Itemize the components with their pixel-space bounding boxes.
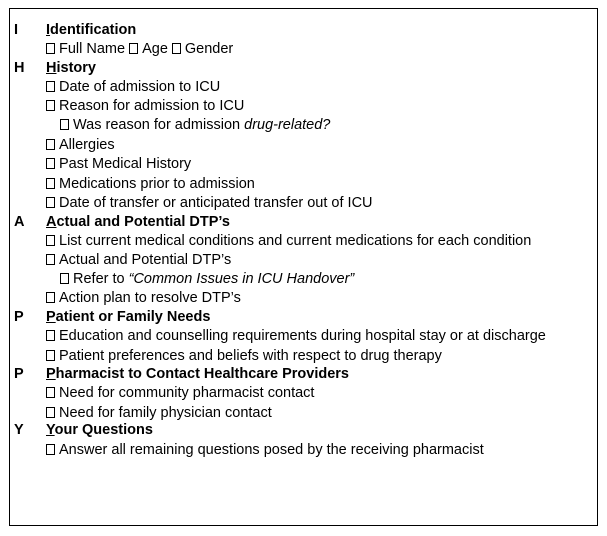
checkbox-icon — [60, 273, 69, 284]
list-item: Action plan to resolve DTP’s — [46, 289, 241, 308]
list-item: Actual and Potential DTP’s — [46, 251, 231, 270]
list-item: List current medical conditions and current medications for each condition — [46, 232, 531, 251]
section-title: Your Questions — [46, 422, 153, 438]
checkbox-icon — [46, 197, 55, 208]
list-item: Medications prior to admission — [46, 175, 255, 194]
checkbox-icon — [46, 254, 55, 265]
section-title: History — [46, 60, 96, 76]
list-item: Need for family physician contact — [46, 404, 272, 423]
list-item: Need for community pharmacist contact — [46, 384, 314, 403]
checkbox-icon — [46, 292, 55, 303]
list-item: Reason for admission to ICU — [46, 97, 244, 116]
section-letter: Y — [14, 422, 24, 438]
checkbox-icon — [46, 330, 55, 341]
section-title: Patient or Family Needs — [46, 309, 211, 325]
section-letter: A — [14, 214, 25, 230]
list-item: Education and counselling requirements during hospital stay or at discharge — [46, 327, 546, 346]
checkbox-icon — [172, 43, 181, 54]
checkbox-icon — [46, 100, 55, 111]
list-subitem: Was reason for admission drug-related? — [60, 116, 330, 135]
section-letter: P — [14, 309, 24, 325]
checkbox-icon — [129, 43, 138, 54]
checkbox-icon — [46, 387, 55, 398]
section-title: Pharmacist to Contact Healthcare Providers — [46, 366, 349, 382]
checkbox-icon — [46, 407, 55, 418]
list-item: Date of transfer or anticipated transfer out of ICU — [46, 194, 373, 213]
section-title: Actual and Potential DTP’s — [46, 214, 230, 230]
checkbox-icon — [46, 178, 55, 189]
checkbox-icon — [60, 119, 69, 130]
identification-fields: Full Name Age Gender — [46, 40, 233, 59]
checkbox-icon — [46, 158, 55, 169]
list-item: Answer all remaining questions posed by the receiving pharmacist — [46, 441, 484, 460]
list-item: Date of admission to ICU — [46, 78, 220, 97]
list-item: Allergies — [46, 136, 115, 155]
section-letter: I — [14, 22, 19, 38]
checkbox-icon — [46, 139, 55, 150]
list-item: Past Medical History — [46, 155, 191, 174]
checkbox-icon — [46, 350, 55, 361]
checklist-frame — [9, 8, 598, 526]
section-title: Identification — [46, 22, 137, 38]
checkbox-icon — [46, 235, 55, 246]
section-letter: P — [14, 366, 24, 382]
list-item: Patient preferences and beliefs with respect to drug therapy — [46, 347, 442, 366]
section-letter: H — [14, 60, 25, 76]
checkbox-icon — [46, 81, 55, 92]
list-subitem: Refer to “Common Issues in ICU Handover” — [60, 270, 354, 289]
checkbox-icon — [46, 444, 55, 455]
checkbox-icon — [46, 43, 55, 54]
